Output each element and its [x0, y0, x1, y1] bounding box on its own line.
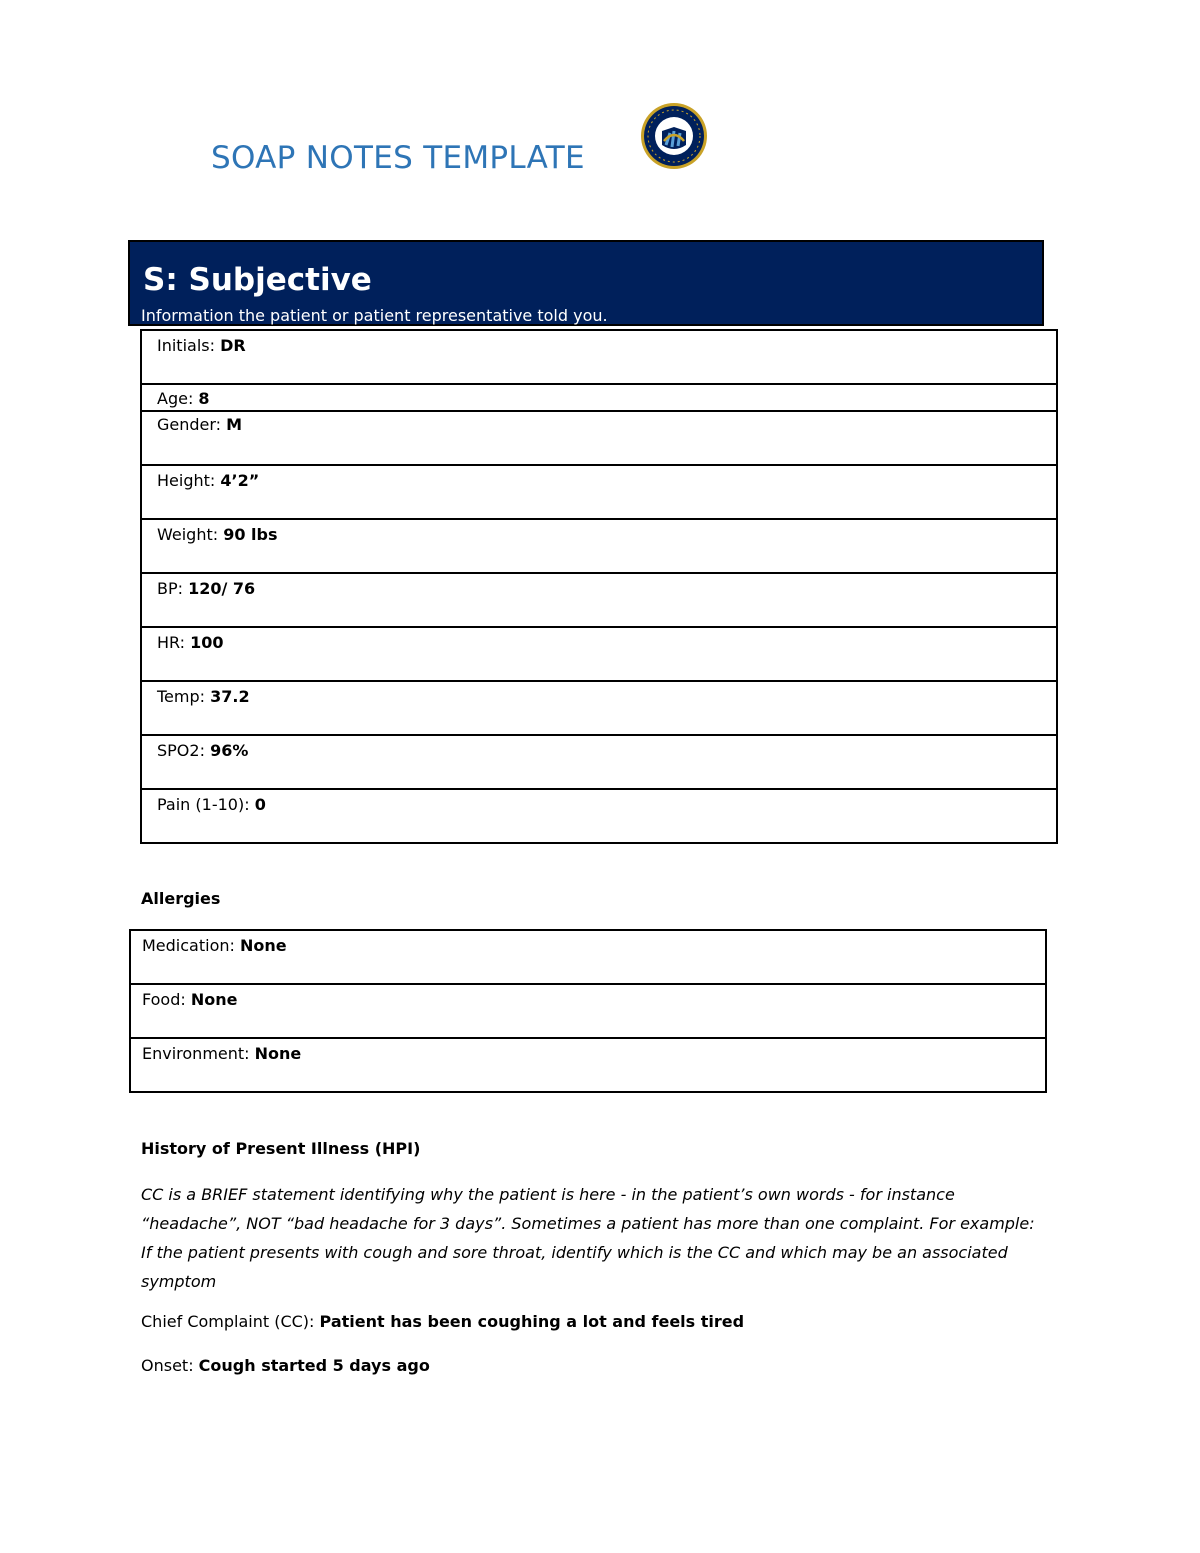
- page-title: SOAP NOTES TEMPLATE: [211, 140, 585, 176]
- hpi-heading: History of Present Illness (HPI): [141, 1139, 421, 1158]
- onset-value: Cough started 5 days ago: [198, 1356, 430, 1375]
- subjective-section-header: [128, 240, 1044, 326]
- vitals-row-hr[interactable]: HR: 100: [141, 627, 1057, 681]
- allergy-row-food[interactable]: Food: None: [130, 984, 1046, 1038]
- hr-value: 100: [190, 633, 224, 652]
- weight-value: 90 lbs: [223, 525, 278, 544]
- allergies-heading: Allergies: [141, 889, 221, 908]
- allergy-row-medication[interactable]: Medication: None: [130, 930, 1046, 984]
- allergy-row-environment[interactable]: Environment: None: [130, 1038, 1046, 1092]
- chief-complaint-line: [141, 1312, 744, 1331]
- vitals-row-age[interactable]: Age: 8: [141, 384, 1057, 411]
- hpi-instructions: CC is a BRIEF statement identifying why the patient is here - in the patient’s own words - for instance “headache”, NOT “bad headache for 3 days”. Sometimes a patient has more than one complaint. For example: If the patient presents with cough and sore throat, identify which is the CC and which may be an associated symptom: [141, 1185, 1035, 1291]
- bp-value: 120/ 76: [188, 579, 256, 598]
- subjective-title: S: Subjective: [143, 262, 372, 298]
- vitals-row-height[interactable]: Height: 4’2”: [141, 465, 1057, 519]
- onset-label: Onset:: [141, 1356, 199, 1375]
- spo2-value: 96%: [210, 741, 249, 760]
- vitals-row-weight[interactable]: Weight: 90 lbs: [141, 519, 1057, 573]
- vitals-table: [140, 329, 1058, 844]
- gender-value: M: [226, 415, 243, 434]
- food-allergy-value: None: [190, 990, 238, 1009]
- chief-complaint-label: Chief Complaint (CC):: [141, 1312, 320, 1331]
- vitals-row-gender[interactable]: Gender: M: [141, 411, 1057, 465]
- onset-line: [141, 1356, 430, 1375]
- vitals-row-pain[interactable]: Pain (1-10): 0: [141, 789, 1057, 843]
- medication-allergy-value: None: [239, 936, 287, 955]
- initials-value: DR: [220, 336, 246, 355]
- chief-complaint-value: Patient has been coughing a lot and feels tired: [319, 1312, 745, 1331]
- age-value: 8: [198, 389, 210, 408]
- vitals-row-temp[interactable]: Temp: 37.2: [141, 681, 1057, 735]
- temp-value: 37.2: [210, 687, 250, 706]
- pain-value: 0: [254, 795, 266, 814]
- vitals-row-initials[interactable]: Initials: DR: [141, 330, 1057, 384]
- vitals-row-bp[interactable]: BP: 120/ 76: [141, 573, 1057, 627]
- vitals-row-spo2[interactable]: SPO2: 96%: [141, 735, 1057, 789]
- university-seal-logo: [634, 101, 714, 171]
- environment-allergy-value: None: [254, 1044, 302, 1063]
- height-value: 4’2”: [220, 471, 260, 490]
- subjective-subtitle: Information the patient or patient representative told you.: [141, 306, 608, 325]
- allergies-table: [129, 929, 1047, 1093]
